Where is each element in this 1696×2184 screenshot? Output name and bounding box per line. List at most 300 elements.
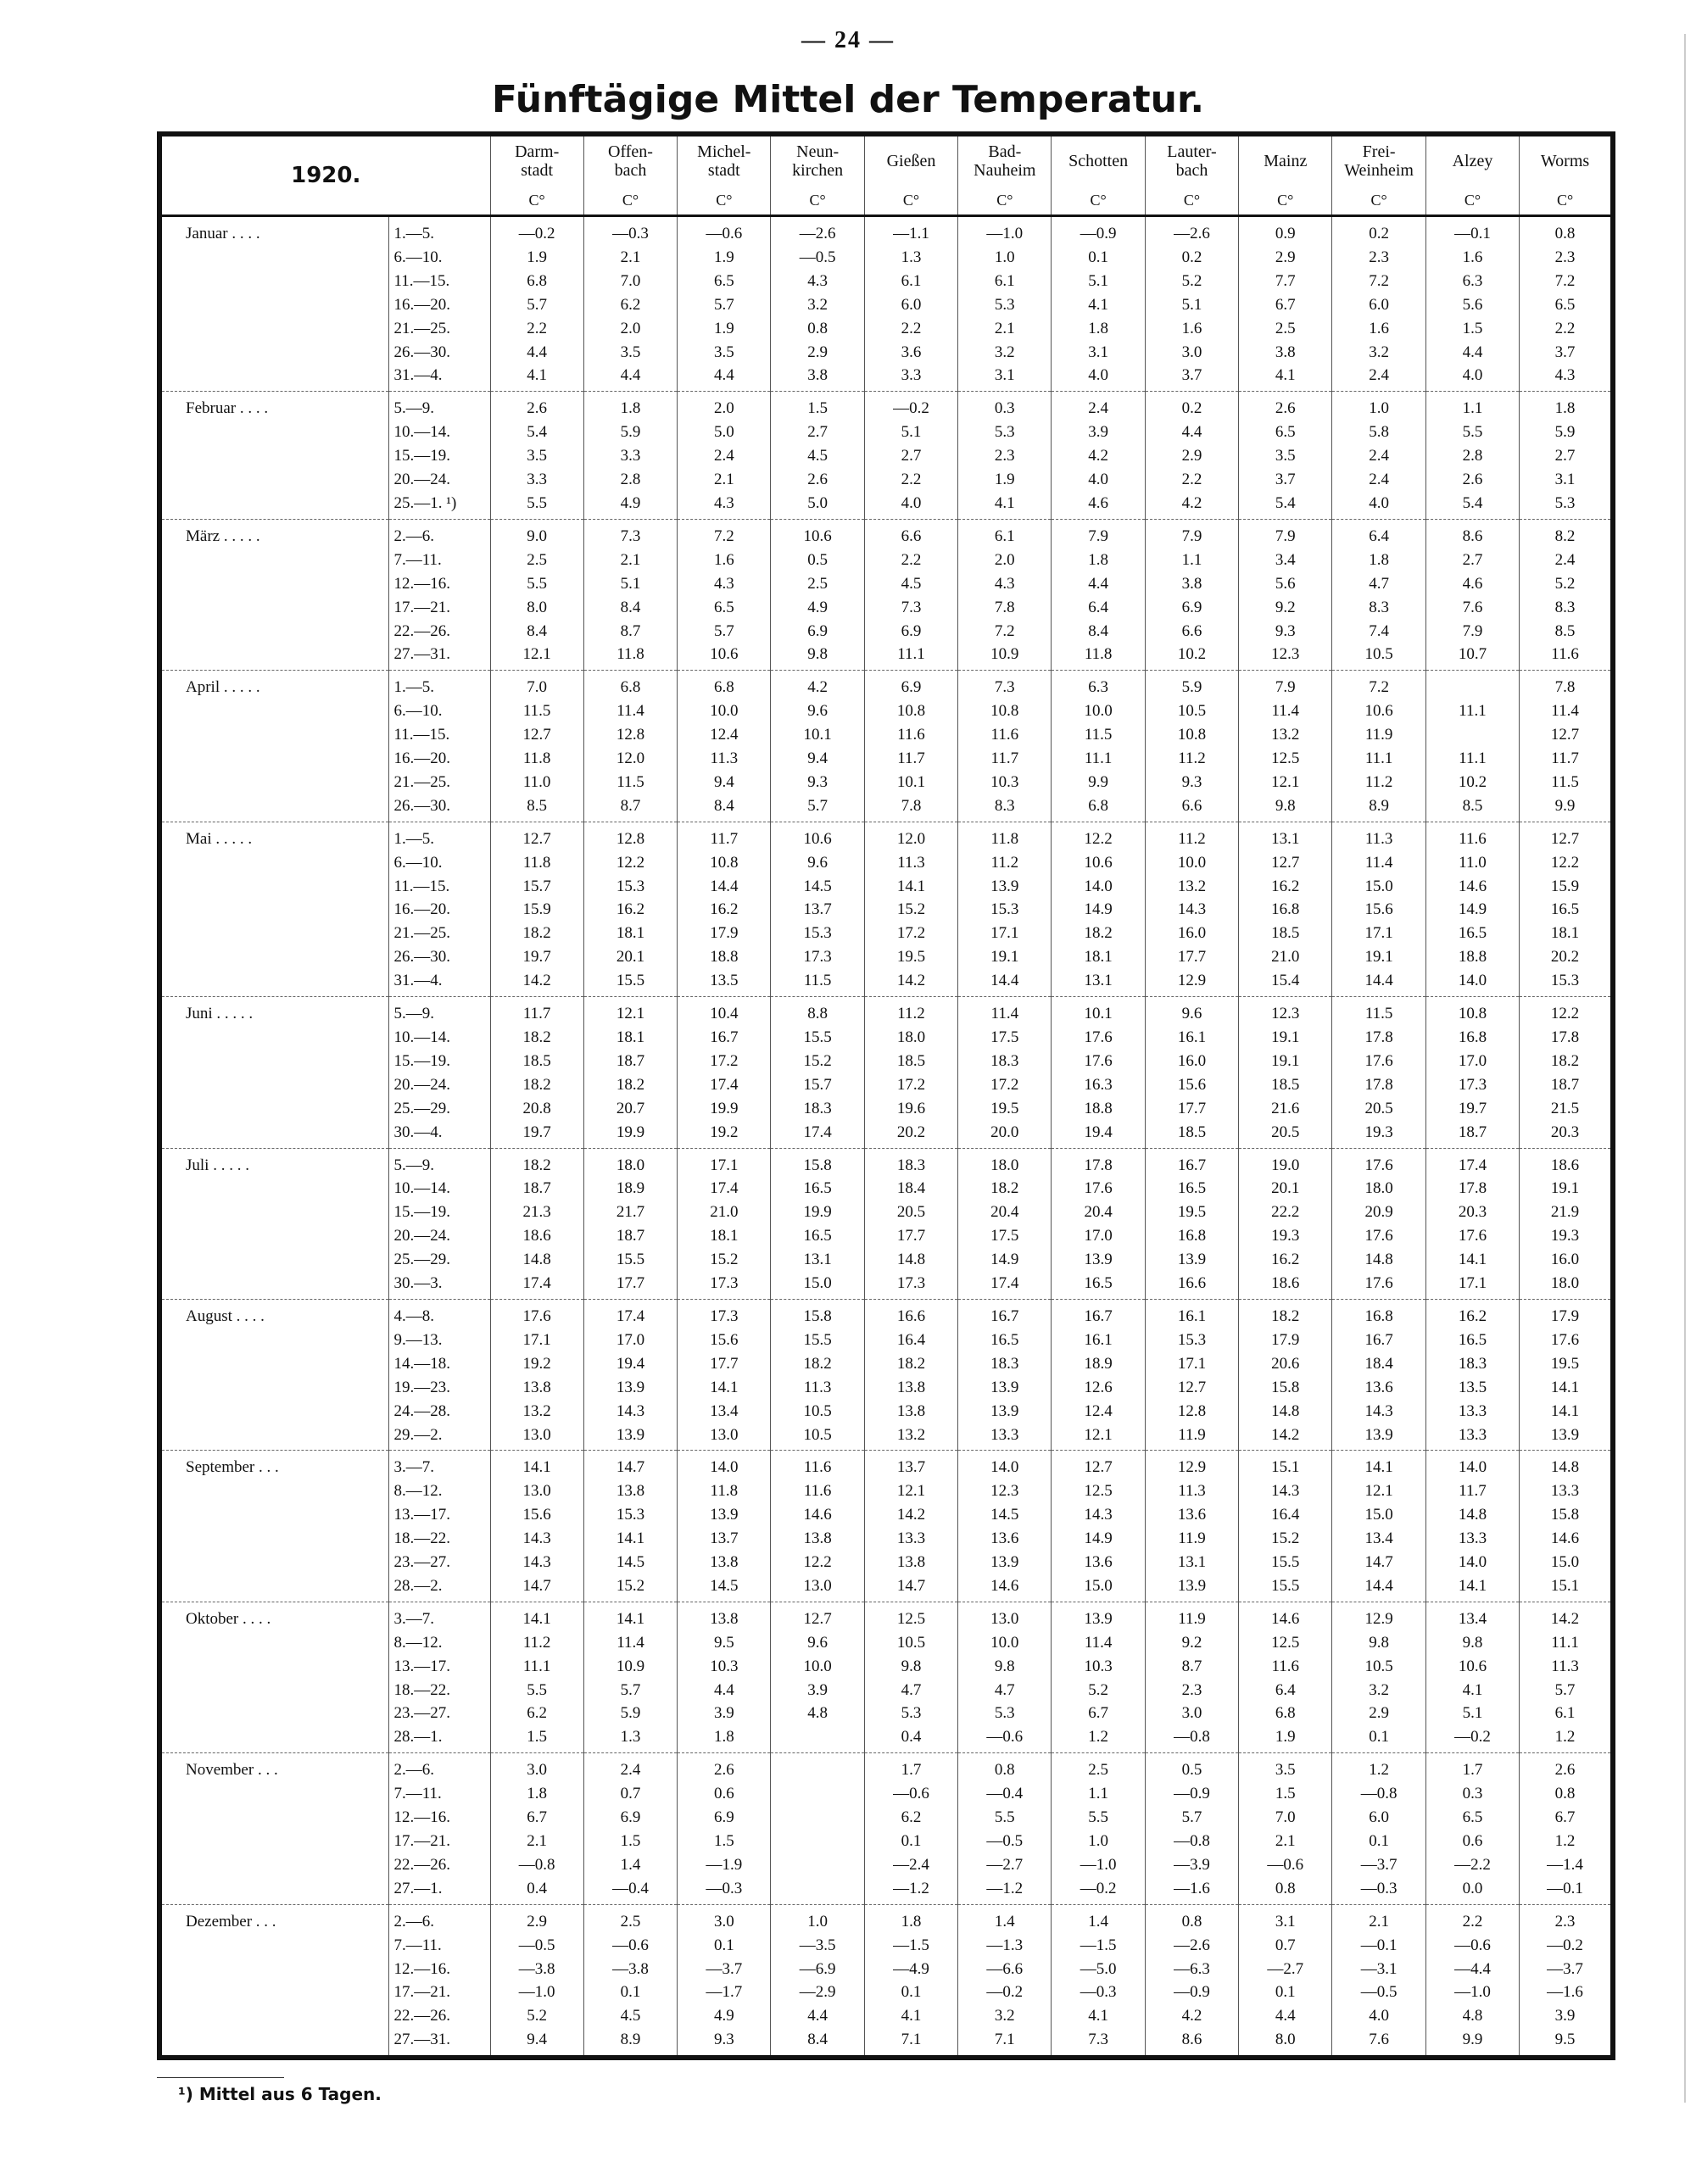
temperature-value: 15.6 [1364,900,1393,919]
station-values [1520,1904,1613,2058]
temperature-value: 5.1 [1088,271,1108,290]
temperature-value: 3.1 [1275,1912,1296,1930]
temperature-value: 4.2 [807,678,828,697]
temperature-value: 3.5 [1275,1761,1296,1780]
temperature-value: 0.3 [1462,1785,1483,1803]
temperature-value: 1.6 [1181,319,1202,337]
station-values [490,1904,583,2058]
temperature-value: 12.9 [1364,1609,1393,1628]
temperature-value: 14.7 [1364,1553,1393,1572]
station-unit: C° [1425,186,1519,216]
temperature-value: 3.4 [1275,550,1296,569]
temperature-value: 12.7 [522,726,551,744]
temperature-value: 11.4 [1364,853,1393,872]
station-values [864,822,957,996]
temperature-value: 5.3 [994,295,1015,314]
temperature-value: 0.8 [1554,1785,1576,1803]
temperature-value: 19.2 [710,1123,739,1141]
temperature-value: 4.0 [1088,471,1108,489]
temperature-value: 18.1 [1084,948,1113,967]
period-label: 2.—6. [393,526,434,545]
station-values [771,216,864,392]
temperature-value: 2.3 [1181,1680,1202,1699]
temperature-value: 3.5 [1275,447,1296,465]
temperature-value: 15.2 [896,900,926,919]
temperature-value: 5.5 [1088,1808,1108,1827]
temperature-value: 11.5 [1364,1005,1393,1023]
station-values [864,1299,957,1450]
temperature-value: 3.7 [1275,471,1296,489]
temperature-value: 20.1 [1271,1179,1300,1198]
temperature-value: 16.1 [1084,1330,1113,1349]
temperature-value: 16.5 [1458,924,1487,943]
temperature-value: —2.2 [1454,1855,1491,1874]
temperature-value: 2.2 [901,319,922,337]
temperature-value: 15.0 [1550,1553,1580,1572]
period-label: 27.—1. [393,1879,443,1897]
temperature-value: 2.2 [527,319,548,337]
temperature-value: 15.8 [803,1306,832,1325]
temperature-value [1426,676,1519,699]
temperature-value: 9.4 [527,2031,548,2049]
temperature-value: 14.8 [896,1251,926,1269]
temperature-value: 4.7 [994,1680,1015,1699]
temperature-value: 18.2 [803,1354,832,1373]
temperature-value: 2.4 [1088,399,1108,418]
station-values [1052,1602,1145,1752]
station-name: Schotten [1052,134,1145,186]
period-label: 12.—16. [393,1959,450,1978]
temperature-value: 11.5 [1084,726,1113,744]
temperature-value: —0.6 [1267,1855,1304,1874]
temperature-value: 1.1 [1462,399,1483,418]
temperature-value: 4.3 [713,574,734,593]
temperature-value: 16.7 [1177,1156,1207,1174]
temperature-value: 13.9 [1364,1425,1393,1444]
temperature-value: 1.3 [620,1728,641,1747]
temperature-value: 19.4 [616,1354,645,1373]
temperature-value: 3.5 [713,343,734,361]
station-values [1425,1451,1519,1602]
temperature-value: 13.0 [522,1425,551,1444]
temperature-value: 11.3 [1551,1657,1579,1675]
temperature-value: 7.0 [527,678,548,697]
temperature-value: 15.4 [1271,972,1300,990]
temperature-value: 12.1 [896,1482,926,1501]
temperature-value: 6.5 [713,271,734,290]
temperature-value: 16.7 [1084,1306,1113,1325]
month-block [159,392,1613,520]
station-unit: C° [490,186,583,216]
station-unit: C° [1145,186,1238,216]
temperature-value: 4.4 [807,2007,828,2025]
temperature-value: 12.0 [896,829,926,848]
temperature-value: 0.2 [1181,399,1202,418]
temperature-value: 11.2 [522,1633,551,1652]
period-label: 17.—21. [393,1983,450,2002]
temperature-value: 0.8 [807,319,828,337]
temperature-value: —1.5 [893,1936,929,1954]
period-label: 12.—16. [393,1808,450,1827]
station-values [1520,1753,1613,1904]
temperature-value: 18.2 [522,1075,551,1094]
period-label: 27.—31. [393,2031,450,2049]
station-values [1145,1753,1238,1904]
station-values [1052,1451,1145,1602]
temperature-value: 16.5 [1550,900,1580,919]
month-block [159,671,1613,822]
temperature-value: 10.3 [710,1657,739,1675]
temperature-value: 14.4 [1364,1576,1393,1595]
temperature-value: —0.6 [612,1936,649,1954]
station-values [1052,1753,1145,1904]
month-name: Februar . . . . [159,392,388,520]
temperature-value: —3.5 [799,1936,836,1954]
temperature-value: 14.0 [1458,1553,1487,1572]
temperature-value: 18.6 [1550,1156,1580,1174]
temperature-value: 12.9 [1177,972,1207,990]
temperature-value: 10.1 [803,726,832,744]
temperature-value: 4.4 [1275,2007,1296,2025]
month-name: Mai . . . . . [159,822,388,996]
temperature-value: —2.7 [986,1855,1024,1874]
temperature-value: 1.0 [807,1912,828,1930]
temperature-value: 1.5 [713,1832,734,1850]
temperature-value: 11.9 [1364,726,1393,744]
temperature-value: 4.9 [620,493,641,512]
temperature-value: 18.6 [1271,1274,1300,1293]
temperature-value: 14.5 [710,1576,739,1595]
period-label: 8.—12. [393,1482,443,1501]
month-row [159,1904,1613,2058]
temperature-value: 2.9 [1275,248,1296,266]
period-label: 18.—22. [393,1529,450,1548]
station-values [1332,671,1425,822]
temperature-value: 9.8 [1462,1633,1483,1652]
temperature-value: 5.2 [1088,1680,1108,1699]
month-name: Juni . . . . . [159,997,388,1148]
temperature-value: 12.0 [616,749,645,768]
temperature-value: 6.3 [1088,678,1108,697]
temperature-value: 3.3 [527,471,548,489]
temperature-value: 16.7 [990,1306,1019,1325]
station-values [1520,519,1613,670]
temperature-value: 12.3 [990,1482,1019,1501]
temperature-value: 9.0 [527,526,548,545]
temperature-value: 17.0 [616,1330,645,1349]
period-label: 14.—18. [393,1354,450,1373]
station-values [1332,1904,1425,2058]
temperature-value: 1.8 [713,1728,734,1747]
period-label: 28.—2. [393,1576,443,1595]
temperature-value: 15.8 [1550,1506,1580,1524]
temperature-value: 18.2 [990,1179,1019,1198]
month-block [159,216,1613,392]
month-name: Dezember . . . [159,1904,388,2058]
temperature-value: 18.3 [896,1156,926,1174]
temperature-value: 20.3 [1458,1203,1487,1222]
temperature-value: 13.0 [990,1609,1019,1628]
temperature-value: 8.0 [1275,2031,1296,2049]
month-name: August . . . . [159,1299,388,1450]
temperature-value: 7.3 [1088,2031,1108,2049]
temperature-value: 18.2 [616,1075,645,1094]
temperature-value: 19.3 [1271,1227,1300,1245]
temperature-value: —0.2 [1454,1728,1491,1747]
temperature-value: 17.6 [1550,1330,1580,1349]
temperature-value: 1.9 [713,248,734,266]
temperature-value: 18.7 [522,1179,551,1198]
month-row [159,997,1613,1148]
temperature-value: 13.9 [616,1378,645,1396]
temperature-value: 13.9 [990,1401,1019,1420]
temperature-value: 15.6 [710,1330,739,1349]
temperature-value: 17.6 [522,1306,551,1325]
temperature-value: 13.8 [896,1553,926,1572]
temperature-value: 1.5 [1462,319,1483,337]
temperature-value: 11.7 [990,749,1019,768]
temperature-value: 2.9 [807,343,828,361]
station-unit: C° [1520,186,1613,216]
temperature-value: 13.4 [710,1401,739,1420]
station-values [1520,216,1613,392]
month-row [159,1602,1613,1752]
temperature-value: —2.7 [1267,1959,1304,1978]
temperature-value: 15.5 [1271,1576,1300,1595]
temperature-value: 11.8 [522,853,551,872]
period-label: 13.—17. [393,1657,450,1675]
temperature-value: 18.9 [1084,1354,1113,1373]
period-label: 5.—9. [393,1005,434,1023]
station-values [678,1299,771,1450]
temperature-value: 2.7 [1554,447,1576,465]
temperature-value: 5.3 [994,1704,1015,1723]
temperature-value: 17.7 [710,1354,739,1373]
temperature-value: —0.8 [518,1855,555,1874]
temperature-value: 14.6 [990,1576,1019,1595]
temperature-value: 4.4 [1462,343,1483,361]
temperature-value: 19.5 [1550,1354,1580,1373]
temperature-value: 7.9 [1181,526,1202,545]
temperature-value: 11.2 [1178,749,1206,768]
temperature-value: 6.5 [1275,423,1296,442]
station-values [583,392,677,520]
temperature-value: —1.2 [893,1879,929,1897]
station-values [678,1753,771,1904]
page-title: Fünftägige Mittel der Temperatur. [491,78,1205,121]
temperature-value: 11.8 [990,829,1019,848]
temperature-value: 1.5 [620,1832,641,1850]
period-label: 11.—15. [393,726,450,744]
station-values [1239,519,1332,670]
station-header-row [159,134,1613,186]
temperature-value: 4.1 [901,2007,922,2025]
temperature-value: 6.8 [1275,1704,1296,1723]
period-label: 27.—31. [393,645,450,664]
temperature-value: 19.1 [1364,948,1393,967]
period-label: 4.—8. [393,1306,434,1325]
temperature-value: 0.8 [1275,1879,1296,1897]
temperature-value: —3.1 [1360,1959,1398,1978]
period-label: 28.—1. [393,1728,443,1747]
temperature-value: 10.6 [1364,702,1393,721]
station-values [771,1753,864,1904]
temperature-value: 0.3 [994,399,1015,418]
temperature-value: 21.7 [616,1203,645,1222]
station-values [771,997,864,1148]
temperature-value: 17.5 [990,1028,1019,1046]
temperature-value: 10.0 [803,1657,832,1675]
temperature-value: —0.9 [1174,1983,1210,2002]
temperature-value: 10.6 [803,829,832,848]
temperature-value: 19.1 [990,948,1019,967]
temperature-value: 2.1 [1275,1832,1296,1850]
temperature-value: 5.6 [1462,295,1483,314]
month-name: Oktober . . . . [159,1602,388,1752]
temperature-value: 5.2 [1181,271,1202,290]
temperature-value: —1.9 [706,1855,743,1874]
temperature-value: 11.0 [522,772,551,791]
temperature-value: 1.0 [994,248,1015,266]
temperature-value: 4.4 [620,366,641,385]
temperature-value: 16.8 [1364,1306,1393,1325]
temperature-value: 2.4 [1369,366,1389,385]
station-values [678,1602,771,1752]
station-values [1332,216,1425,392]
month-row [159,822,1613,996]
temperature-value: 18.1 [1550,924,1580,943]
temperature-value: 6.7 [1275,295,1296,314]
temperature-value: 14.8 [1364,1251,1393,1269]
temperature-value: 16.7 [1364,1330,1393,1349]
period-label: 2.—6. [393,1912,434,1930]
temperature-value: 17.9 [1550,1306,1580,1325]
temperature-value: 18.7 [616,1227,645,1245]
temperature-value: 1.1 [1181,550,1202,569]
temperature-value: 5.6 [1275,574,1296,593]
temperature-value: 11.9 [1178,1529,1206,1548]
station-values [1520,671,1613,822]
temperature-value: 8.5 [1462,796,1483,815]
period-label: 1.—5. [393,829,434,848]
temperature-value: 14.1 [710,1378,739,1396]
temperature-value: 2.9 [527,1912,548,1930]
station-values [490,1602,583,1752]
temperature-value: 2.0 [620,319,641,337]
temperature-value: 3.0 [1181,1704,1202,1723]
station-values [864,216,957,392]
temperature-value: 7.3 [901,598,922,616]
temperature-value: 4.5 [620,2007,641,2025]
temperature-value: 8.8 [807,1005,828,1023]
temperature-value: 19.7 [522,948,551,967]
temperature-value: 20.5 [1364,1099,1393,1117]
station-values [1425,997,1519,1148]
temperature-value: 11.1 [1084,749,1113,768]
station-values [771,1299,864,1450]
temperature-value: 7.6 [1369,2031,1389,2049]
temperature-value: 11.2 [897,1005,925,1023]
temperature-value: 3.0 [713,1912,734,1930]
station-values [958,1148,1052,1299]
temperature-value: 3.9 [807,1680,828,1699]
station-values [1239,392,1332,520]
temperature-value: 15.6 [522,1506,551,1524]
temperature-value: 2.1 [620,248,641,266]
temperature-value: —0.1 [1547,1879,1583,1897]
temperature-value: 1.6 [713,550,734,569]
station-values [1520,392,1613,520]
temperature-value: 14.5 [803,877,832,895]
temperature-value: 7.9 [1088,526,1108,545]
temperature-value: 16.0 [1177,924,1207,943]
temperature-value: 18.7 [1550,1075,1580,1094]
station-values [1425,1904,1519,2058]
temperature-value: 17.2 [896,924,926,943]
temperature-value: 15.2 [803,1051,832,1070]
temperature-value: 18.5 [896,1051,926,1070]
temperature-value: 13.8 [710,1609,739,1628]
temperature-value: 4.2 [1181,493,1202,512]
period-label: 10.—14. [393,423,450,442]
temperature-value: 4.4 [713,366,734,385]
temperature-value: 6.4 [1369,526,1389,545]
month-block [159,1148,1613,1299]
temperature-value: 20.6 [1271,1354,1300,1373]
temperature-value: 14.9 [990,1251,1019,1269]
temperature-value: 7.0 [1275,1808,1296,1827]
station-values [1425,1753,1519,1904]
station-values [958,519,1052,670]
temperature-value: 15.3 [616,1506,645,1524]
temperature-value: 3.8 [1275,343,1296,361]
temperature-value: 3.8 [1181,574,1202,593]
temperature-value: 1.3 [901,248,922,266]
temperature-value: 1.9 [994,471,1015,489]
temperature-value: 10.5 [1177,702,1207,721]
temperature-value: 4.7 [1369,574,1389,593]
temperature-value: —3.7 [1547,1959,1583,1978]
temperature-value: 20.2 [896,1123,926,1141]
temperature-value: 16.2 [1271,1251,1300,1269]
temperature-value: 17.6 [1084,1028,1113,1046]
temperature-value: 19.5 [990,1099,1019,1117]
temperature-value: 17.8 [1458,1179,1487,1198]
station-values [1425,822,1519,996]
period-label: 15.—19. [393,1051,450,1070]
month-block [159,1602,1613,1752]
station-values [1052,1299,1145,1450]
temperature-value: 5.7 [1181,1808,1202,1827]
station-values [958,822,1052,996]
temperature-value: 7.1 [994,2031,1015,2049]
temperature-value: 18.2 [522,924,551,943]
temperature-value: 10.4 [710,1005,739,1023]
temperature-value: 2.9 [1369,1704,1389,1723]
temperature-value: 9.3 [713,2031,734,2049]
temperature-value: 8.0 [527,598,548,616]
temperature-value: 4.1 [1462,1680,1483,1699]
station-values [958,997,1052,1148]
station-values [864,997,957,1148]
station-values [1239,216,1332,392]
temperature-value: 3.7 [1181,366,1202,385]
temperature-value: 17.0 [1084,1227,1113,1245]
temperature-value: —0.3 [1360,1879,1398,1897]
temperature-value: 4.3 [1554,366,1576,385]
temperature-value: 14.1 [522,1609,551,1628]
station-unit: C° [864,186,957,216]
